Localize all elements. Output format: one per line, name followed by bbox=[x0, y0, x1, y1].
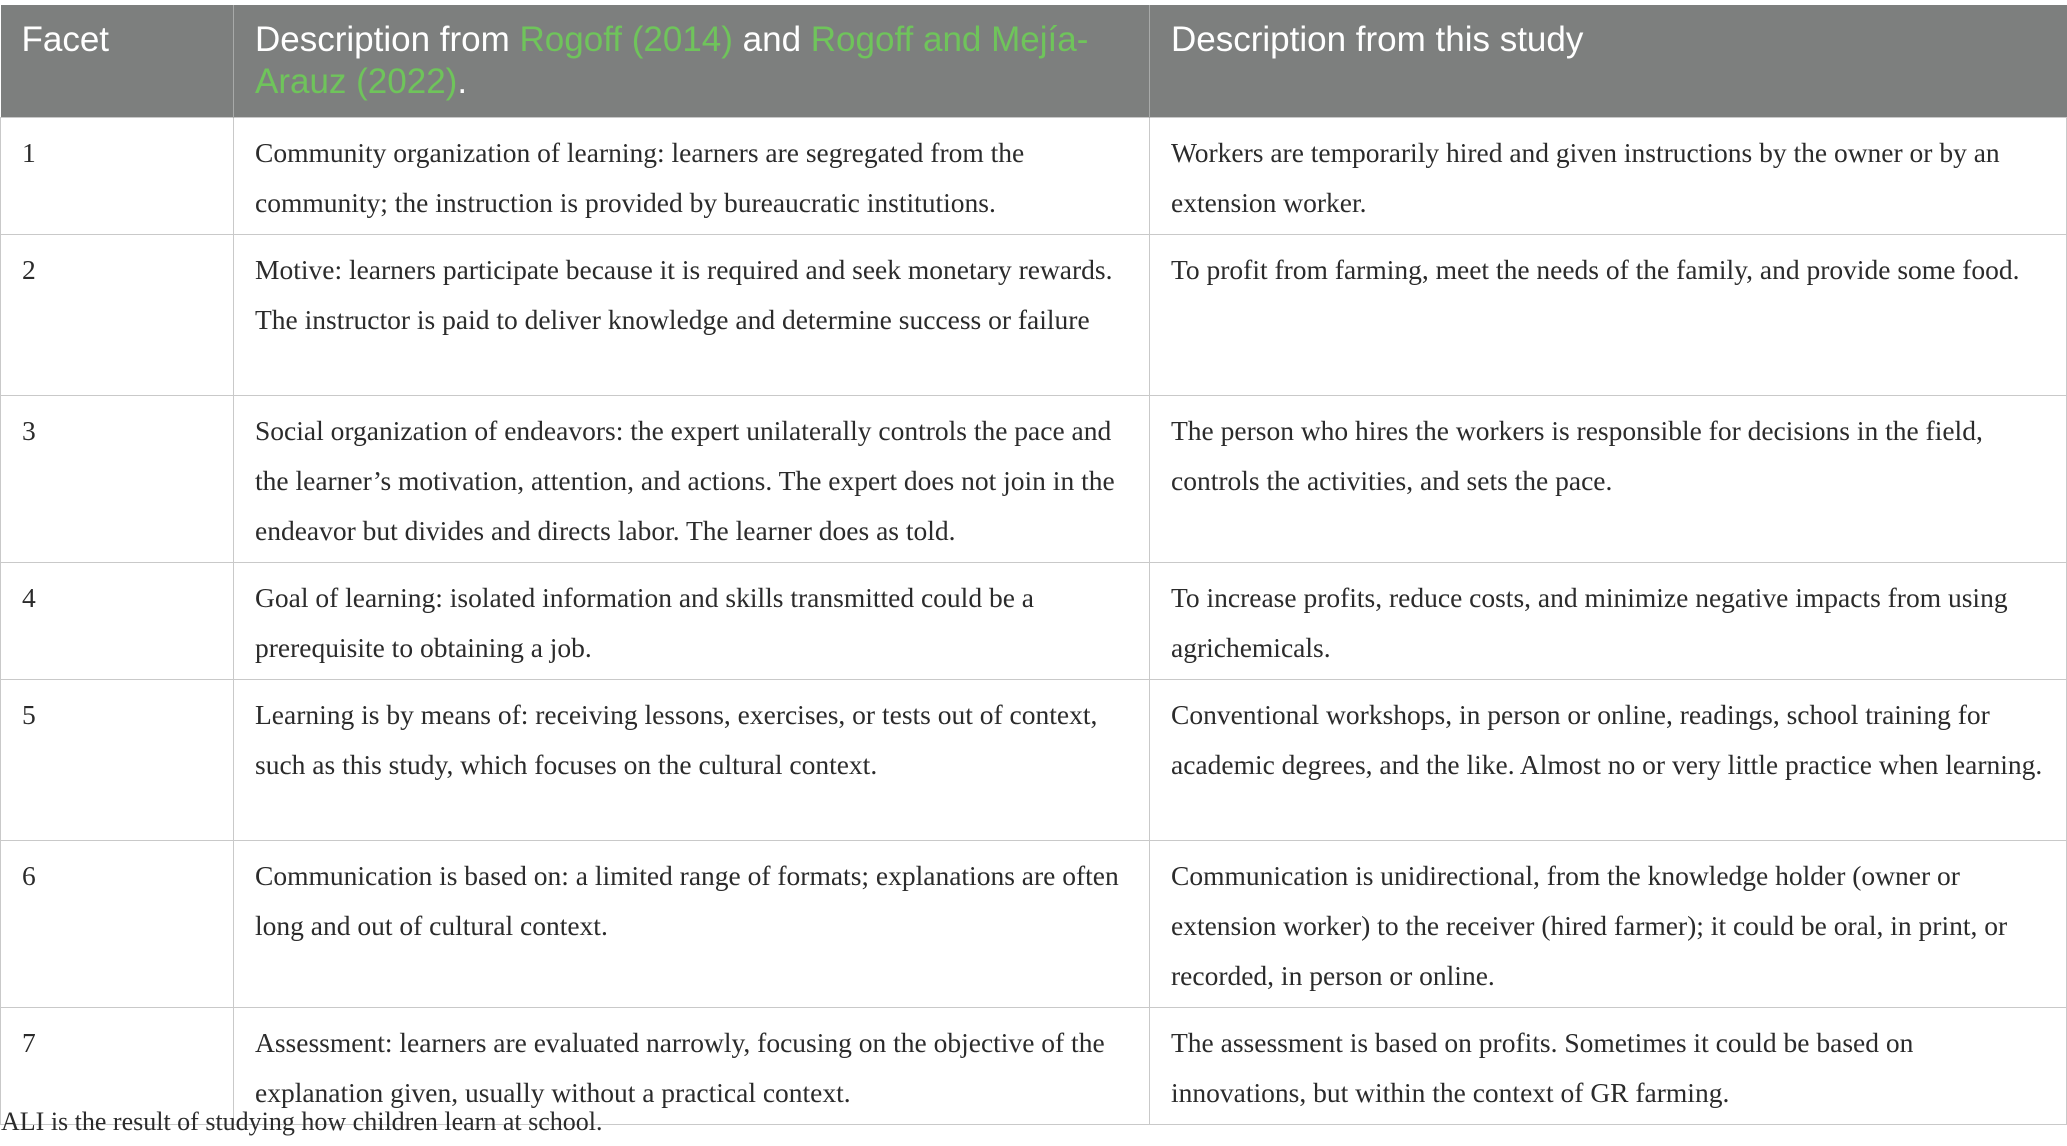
rogoff-description-cell: Communication is based on: a limited range of formats; explanations are often long and out of cultural context. bbox=[234, 841, 1150, 1008]
rogoff-description-cell: Learning is by means of: receiving lessons, exercises, or tests out of context, such as this study, which focuses on the cultural context. bbox=[234, 680, 1150, 841]
table-row bbox=[1, 563, 2067, 680]
facet-number: 6 bbox=[1, 841, 234, 1008]
study-description-cell: The assessment is based on profits. Sometimes it could be based on innovations, but within the context of GR farming. bbox=[1150, 1008, 2067, 1125]
header-rogoff-description bbox=[234, 5, 1150, 118]
header-description-prefix: Description from bbox=[255, 20, 520, 59]
study-description-cell: The person who hires the workers is responsible for decisions in the field, controls the activities, and sets the pace. bbox=[1150, 396, 2067, 563]
study-description-cell: To profit from farming, meet the needs of the family, and provide some food. bbox=[1150, 235, 2067, 396]
study-description-cell: To increase profits, reduce costs, and minimize negative impacts from using agrichemicals. bbox=[1150, 563, 2067, 680]
rogoff-description-cell: Motive: learners participate because it is required and seek monetary rewards. The instructor is paid to deliver knowledge and determine success or failure bbox=[234, 235, 1150, 396]
table-footnote: ALI is the result of studying how children learn at school. bbox=[1, 1107, 603, 1136]
citation-link-rogoff-2014[interactable]: Rogoff (2014) bbox=[519, 20, 733, 59]
rogoff-description-cell: Social organization of endeavors: the expert unilaterally controls the pace and the learner’s motivation, attention, and actions. The expert does not join in the endeavor but divides and directs labor. The learner does as told. bbox=[234, 396, 1150, 563]
facet-number: 7 bbox=[1, 1008, 234, 1125]
table-row bbox=[1, 841, 2067, 1008]
table-row bbox=[1, 118, 2067, 235]
facet-number: 2 bbox=[1, 235, 234, 396]
header-and: and bbox=[732, 20, 811, 59]
citation-link-rogoff-mejia-arauz-2022[interactable]: Rogoff and Mejía-Arauz (2022) bbox=[255, 20, 1089, 101]
header-facet: Facet bbox=[1, 5, 234, 118]
rogoff-description-cell: Community organization of learning: learners are segregated from the community; the instruction is provided by bureaucratic institutions. bbox=[234, 118, 1150, 235]
rogoff-description-cell: Goal of learning: isolated information and skills transmitted could be a prerequisite to obtaining a job. bbox=[234, 563, 1150, 680]
rogoff-description-cell: Assessment: learners are evaluated narrowly, focusing on the objective of the explanation given, usually without a practical context. bbox=[234, 1008, 1150, 1125]
facet-number: 4 bbox=[1, 563, 234, 680]
facets-table bbox=[0, 5, 2067, 1125]
table-row bbox=[1, 235, 2067, 396]
facet-number: 3 bbox=[1, 396, 234, 563]
study-description-cell: Conventional workshops, in person or online, readings, school training for academic degrees, and the like. Almost no or very little practice when learning. bbox=[1150, 680, 2067, 841]
table-body bbox=[1, 118, 2067, 1125]
study-description-cell: Communication is unidirectional, from the knowledge holder (owner or extension worker) to the receiver (hired farmer); it could be oral, in print, or recorded, in person or online. bbox=[1150, 841, 2067, 1008]
facet-number: 5 bbox=[1, 680, 234, 841]
header-suffix: . bbox=[457, 62, 468, 101]
table-row bbox=[1, 396, 2067, 563]
study-description-cell: Workers are temporarily hired and given instructions by the owner or by an extension worker. bbox=[1150, 118, 2067, 235]
facet-number: 1 bbox=[1, 118, 234, 235]
facets-table-container bbox=[0, 5, 2066, 1125]
table-row bbox=[1, 680, 2067, 841]
table-header bbox=[1, 5, 2067, 118]
header-row bbox=[1, 5, 2067, 118]
header-study-description: Description from this study bbox=[1150, 5, 2067, 118]
